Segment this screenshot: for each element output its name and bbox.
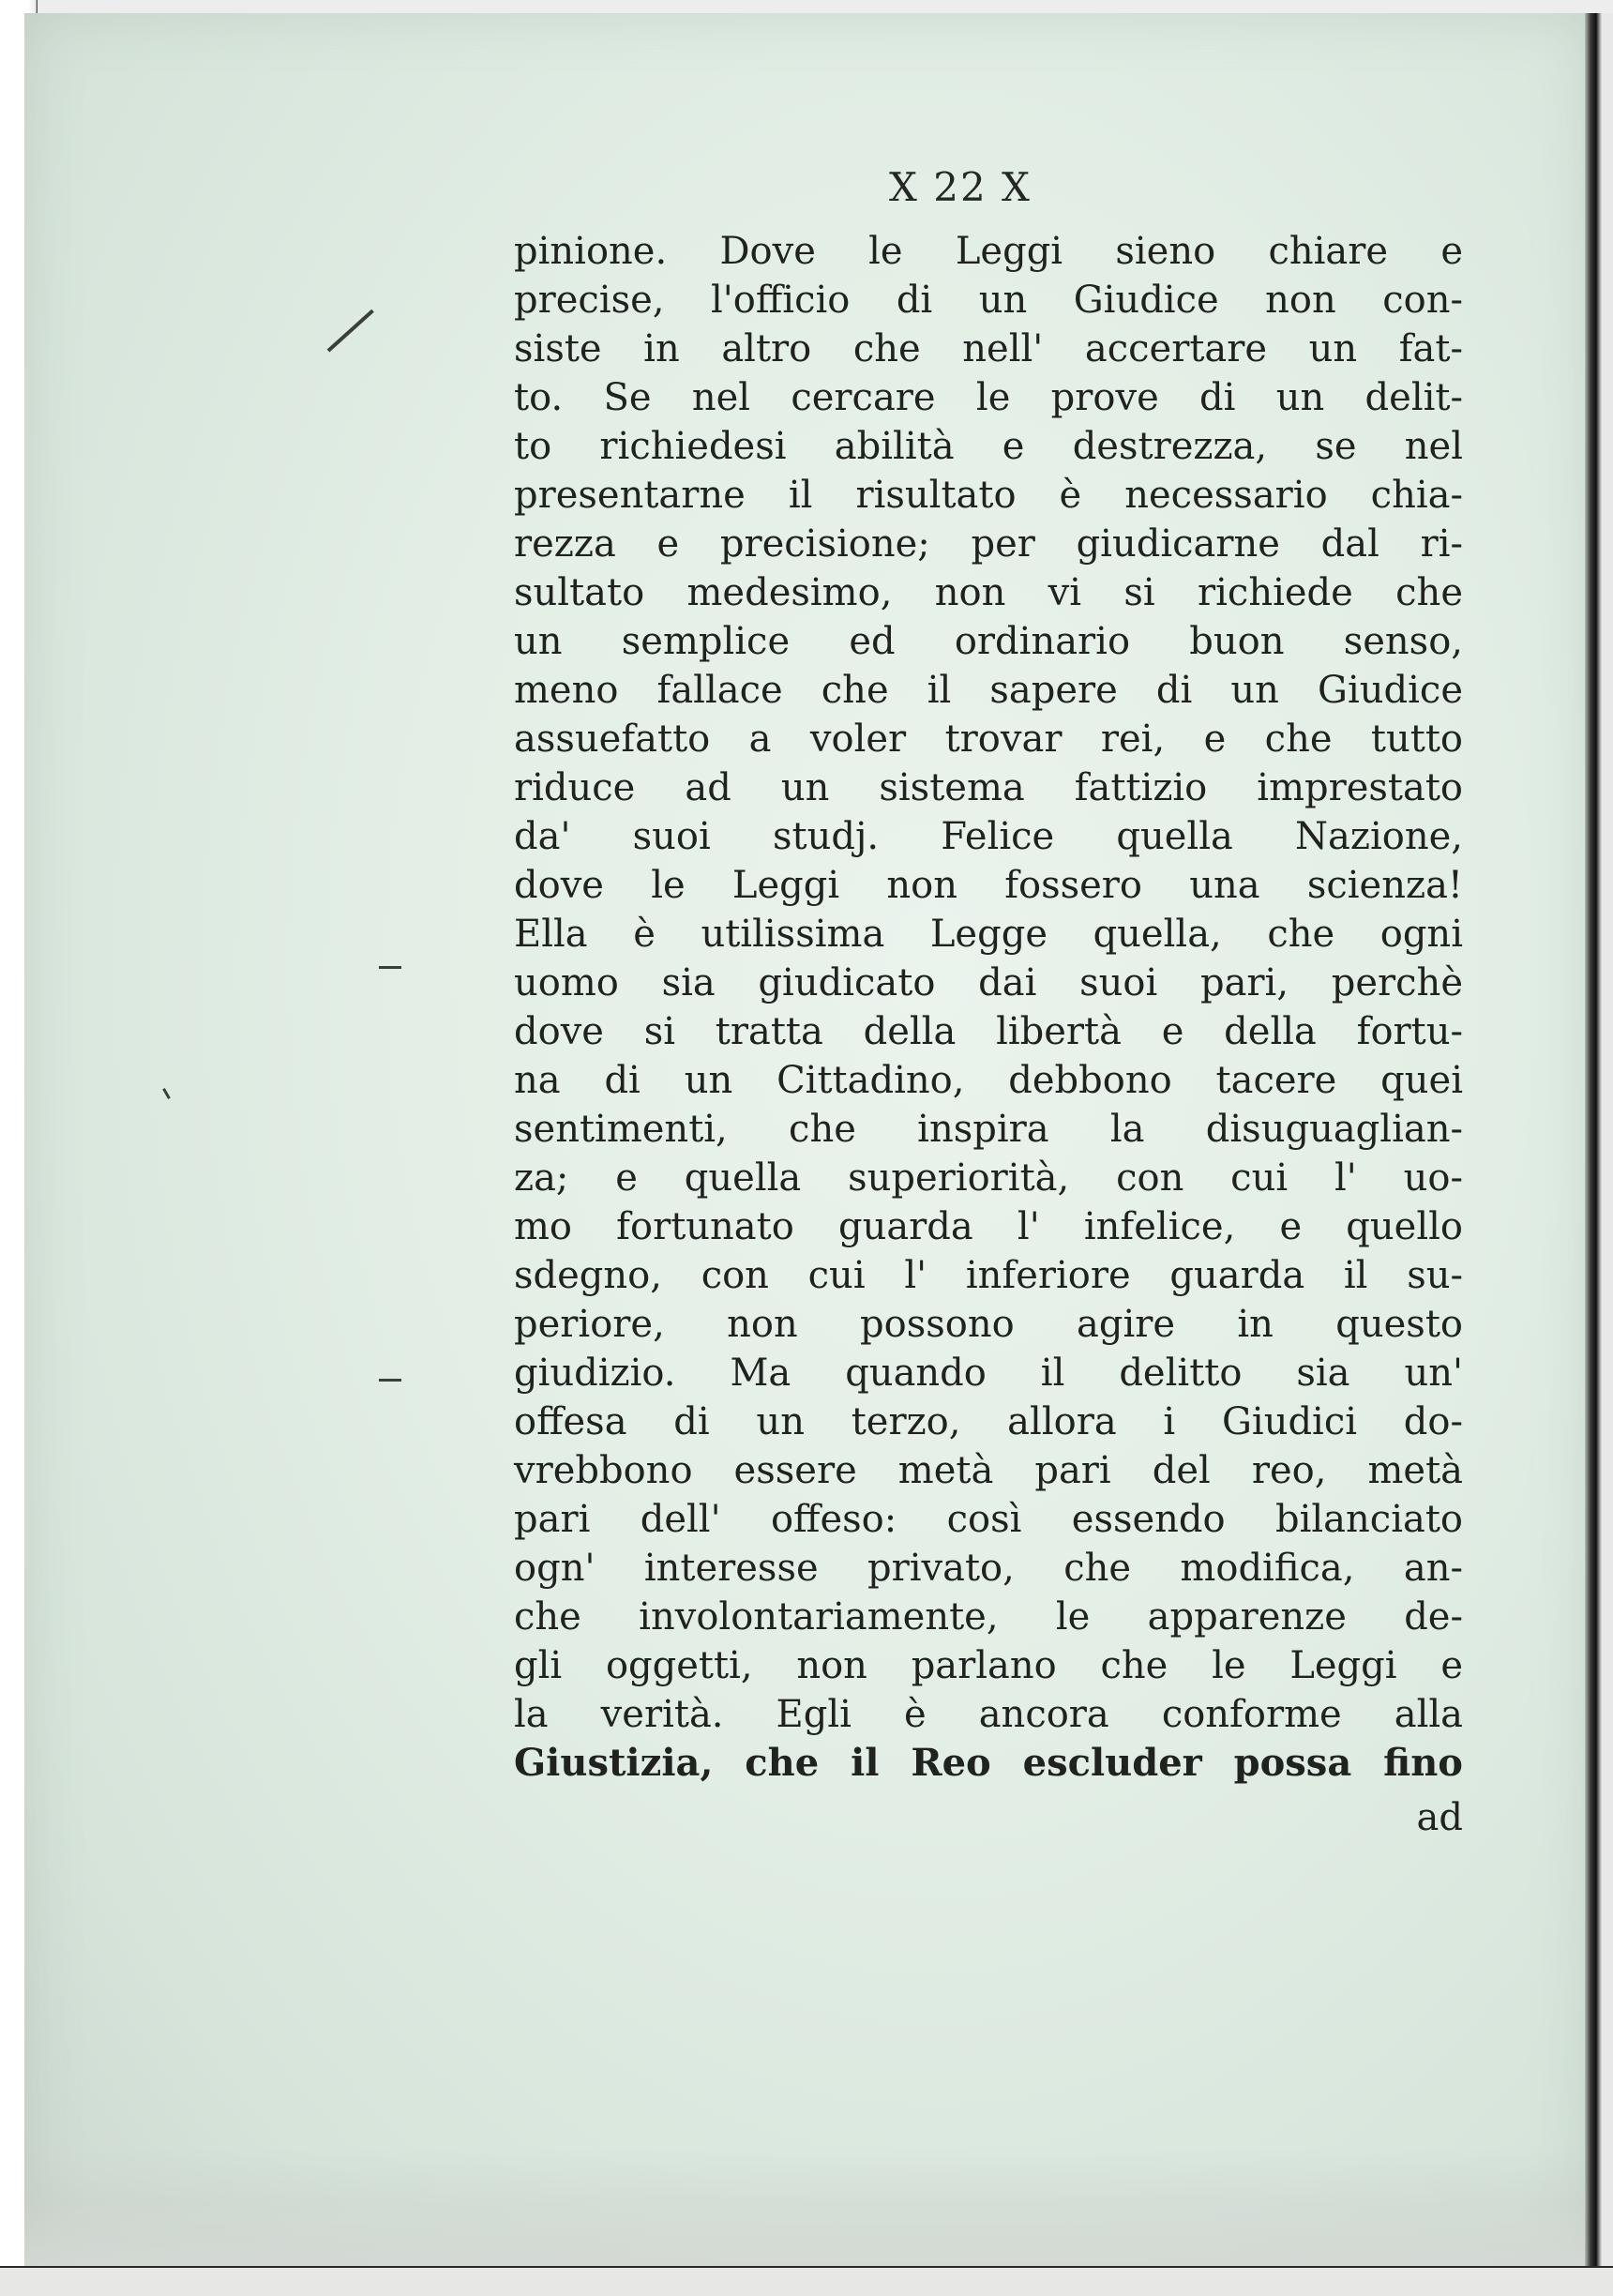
text-line: presentarne il risultato è necessario chia-	[514, 474, 1463, 517]
text-line: gli oggetti, non parlano che le Leggi e	[514, 1644, 1463, 1687]
text-line: periore, non possono agire in questo	[514, 1303, 1463, 1346]
text-line: Ella è utilissima Legge quella, che ogni	[514, 913, 1463, 956]
catchword: ad	[1416, 1796, 1463, 1839]
text-line: to. Se nel cercare le prove di un delit-	[514, 376, 1463, 419]
text-line: rezza e precisione; per giudicarne dal ri-	[514, 522, 1463, 566]
paper-bottom-shading	[24, 2148, 1589, 2283]
text-line: dove si tratta della libertà e della fortu-	[514, 1010, 1463, 1053]
text-line: sdegno, con cui l' inferiore guarda il su-	[514, 1254, 1463, 1297]
text-line: ogn' interesse privato, che modifica, an-	[514, 1547, 1463, 1590]
scan-bottom-border	[0, 2266, 1613, 2296]
text-line: sentimenti, che inspira la disuguaglian-	[514, 1108, 1463, 1151]
text-line: assuefatto a voler trovar rei, e che tutto	[514, 718, 1463, 761]
text-line: meno fallace che il sapere di un Giudice	[514, 669, 1463, 712]
text-line: che involontariamente, le apparenze de-	[514, 1595, 1463, 1639]
running-head-page-number: X 22 X	[889, 164, 1032, 210]
text-line: un semplice ed ordinario buon senso,	[514, 620, 1463, 663]
text-line: za; e quella superiorità, con cui l' uo-	[514, 1156, 1463, 1200]
text-line: giudizio. Ma quando il delitto sia un'	[514, 1352, 1463, 1395]
text-line: vrebbono essere metà pari del reo, metà	[514, 1449, 1463, 1492]
text-line: pinione. Dove le Leggi sieno chiare e	[514, 230, 1463, 273]
text-line: precise, l'officio di un Giudice non con-	[514, 279, 1463, 322]
text-line: da' suoi studj. Felice quella Nazione,	[514, 815, 1463, 858]
text-line: mo fortunato guarda l' infelice, e quello	[514, 1205, 1463, 1248]
margin-dash-mark	[379, 1379, 401, 1382]
text-line: to richiedesi abilità e destrezza, se nel	[514, 425, 1463, 468]
text-line: sultato medesimo, non vi si richiede che	[514, 571, 1463, 614]
text-line: offesa di un terzo, allora i Giudici do-	[514, 1400, 1463, 1443]
text-line: dove le Leggi non fossero una scienza!	[514, 864, 1463, 907]
text-line: la verità. Egli è ancora conforme alla	[514, 1693, 1463, 1736]
text-line: Giustizia, che il Reo escluder possa fino	[514, 1741, 1463, 1785]
text-line: na di un Cittadino, debbono tacere quei	[514, 1059, 1463, 1102]
text-line: uomo sia giudicato dai suoi pari, perchè	[514, 961, 1463, 1004]
scan-right-border	[1585, 13, 1613, 2296]
text-line: pari dell' offeso: così essendo bilanciato	[514, 1498, 1463, 1541]
text-line: riduce ad un sistema fattizio imprestato	[514, 766, 1463, 809]
text-line: siste in altro che nell' accertare un fat-	[514, 327, 1463, 370]
margin-dash-mark	[379, 966, 401, 969]
